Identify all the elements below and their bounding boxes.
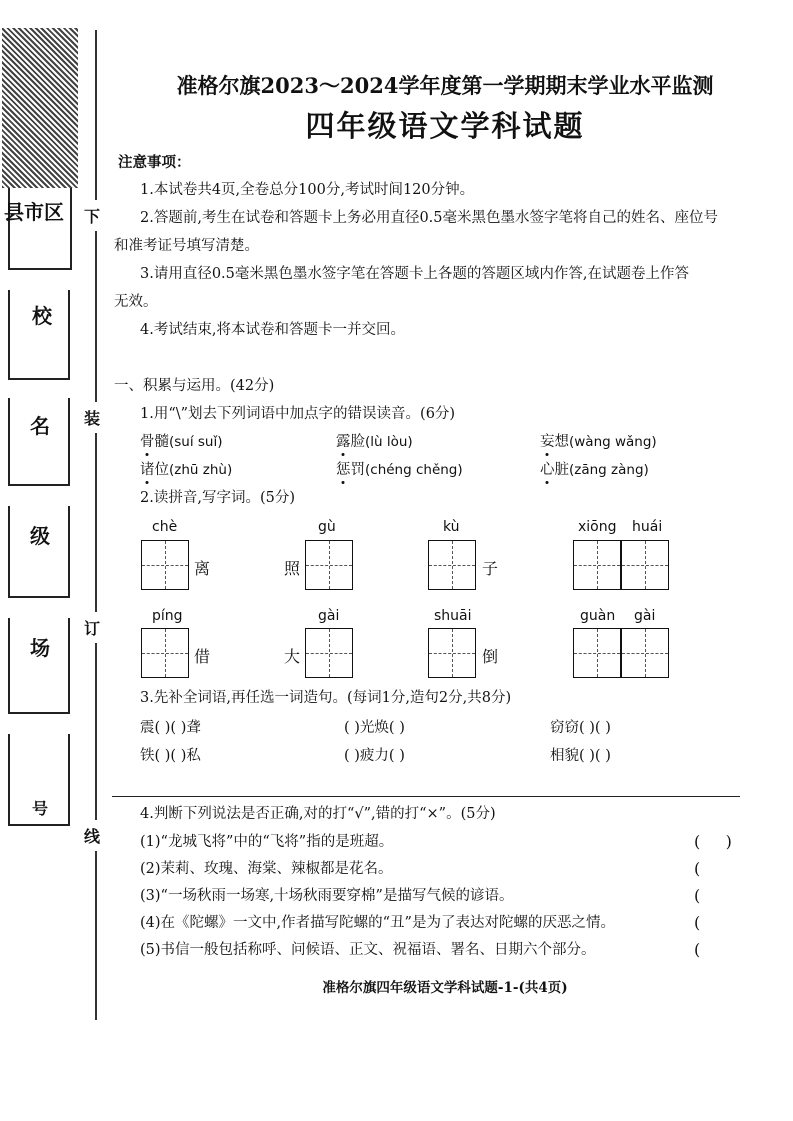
q2-r1-pinyin-3: kù — [443, 519, 460, 535]
q2-r2-grid-2[interactable] — [305, 628, 353, 678]
exam-title: 准格尔旗2023～2024学年度第一学期期末学业水平监测 — [176, 73, 714, 98]
binding-label-school: 校 — [32, 304, 52, 328]
q2-r2-pinyin-1: píng — [152, 608, 183, 624]
q2-r2-grid-3[interactable] — [428, 628, 476, 678]
q1-item-5: 惩罚(chéng chěng) — [336, 460, 463, 481]
notice-heading: 注意事项： — [118, 154, 191, 171]
bind-mark-ding: 订 — [84, 612, 100, 643]
q4-answer-box-1[interactable]: ( ) — [694, 832, 732, 851]
q4-item-3: (3)“一场秋雨一场寒,十场秋雨要穿棉”是描写气候的谚语。 — [140, 888, 514, 904]
bind-mark-below: 下 — [84, 200, 100, 231]
q2-r2-pinyin-3: shuāi — [434, 608, 472, 624]
q2-prompt: 2.读拼音,写字词。(5分) — [140, 490, 295, 506]
notice-item-3: 3.请用直径0.5毫米黑色墨水签字笔在答题卡上各题的答题区域内作答,在试题卷上作答 — [140, 266, 690, 282]
q3-r1-word-3: 窃窃( )( ) — [550, 720, 611, 736]
q2-r1-pinyin-4a: xiōng — [578, 519, 617, 535]
q3-r1-word-2: ( )光焕( ) — [344, 720, 405, 736]
q4-answer-box-2[interactable]: ( — [694, 859, 701, 878]
q3-r1-word-1: 震( )( )聋 — [140, 720, 201, 736]
section1-heading: 一、积累与运用。(42分) — [114, 378, 275, 394]
section-divider — [112, 796, 740, 797]
q2-r1-pinyin-2: gù — [318, 519, 336, 535]
q4-item-2: (2)茉莉、玫瑰、海棠、辣椒都是花名。 — [140, 861, 393, 877]
q3-r2-word-3: 相貌( )( ) — [550, 748, 611, 764]
notice-item-2-cont: 和准考证号填写清楚。 — [114, 238, 259, 254]
q2-r1-after-3: 子 — [482, 559, 499, 578]
page-footer: 准格尔旗四年级语文学科试题-1-(共4页) — [322, 980, 568, 996]
q2-r2-before-2: 大 — [284, 647, 301, 666]
q2-r2-pinyin-2: gài — [318, 608, 340, 624]
q3-r2-word-1: 铁( )( )私 — [140, 748, 201, 764]
exam-subtitle: 四年级语文学科试题 — [305, 109, 585, 143]
binding-pattern — [2, 28, 78, 188]
q4-answer-box-4[interactable]: ( — [694, 913, 701, 932]
notice-item-4: 4.考试结束,将本试卷和答题卡一并交回。 — [140, 322, 405, 338]
q2-r2-grid-4a[interactable] — [573, 628, 621, 678]
notice-item-1: 1.本试卷共4页,全卷总分100分,考试时间120分钟。 — [140, 182, 475, 198]
bind-mark-xian: 线 — [84, 820, 100, 851]
q1-item-4: 诸位(zhū zhù) — [140, 460, 232, 481]
q3-prompt: 3.先补全词语,再任选一词造句。(每词1分,造句2分,共8分) — [140, 690, 512, 706]
q2-r2-after-3: 倒 — [482, 647, 499, 666]
q2-r1-grid-3[interactable] — [428, 540, 476, 590]
q1-item-3: 妄想(wàng wǎng) — [540, 432, 657, 453]
q4-item-1: (1)“龙城飞将”中的“飞将”指的是班超。 — [140, 834, 394, 850]
q4-prompt: 4.判断下列说法是否正确,对的打“√”,错的打“×”。(5分) — [140, 806, 496, 822]
q2-r2-grid-1[interactable] — [141, 628, 189, 678]
q1-item-2: 露脸(lù lòu) — [336, 432, 413, 453]
q3-r2-word-2: ( )疲力( ) — [344, 748, 405, 764]
q2-r1-after-1: 离 — [194, 559, 211, 578]
q1-prompt: 1.用“\”划去下列词语中加点字的错误读音。(6分) — [140, 406, 456, 422]
q1-item-6: 心脏(zāng zàng) — [540, 460, 649, 481]
binding-label-room: 场 — [30, 636, 50, 660]
q4-answer-box-3[interactable]: ( — [694, 886, 701, 905]
q2-r2-after-1: 借 — [194, 647, 211, 666]
q1-item-1: 骨髓(suí suǐ) — [140, 432, 223, 453]
q2-r2-grid-4b[interactable] — [621, 628, 669, 678]
q2-r1-grid-1[interactable] — [141, 540, 189, 590]
q2-r2-pinyin-4b: gài — [634, 608, 656, 624]
q2-r1-pinyin-1: chè — [152, 519, 178, 535]
q2-r1-grid-4b[interactable] — [621, 540, 669, 590]
binding-label-county: 县市区 — [4, 200, 64, 224]
q4-answer-box-5[interactable]: ( — [694, 940, 701, 959]
binding-label-name: 名 — [30, 414, 50, 438]
binding-label-number: 号 — [32, 799, 49, 818]
q2-r1-pinyin-4b: huái — [632, 519, 663, 535]
binding-line — [95, 30, 97, 1020]
q2-r1-grid-4a[interactable] — [573, 540, 621, 590]
q4-item-5: (5)书信一般包括称呼、问候语、正文、祝福语、署名、日期六个部分。 — [140, 942, 596, 958]
notice-item-3-cont: 无效。 — [114, 294, 158, 310]
binding-label-class: 级 — [30, 524, 50, 548]
bind-mark-zhuang: 装 — [84, 402, 100, 433]
q2-r1-before-2: 照 — [284, 559, 301, 578]
q4-item-4: (4)在《陀螺》一文中,作者描写陀螺的“丑”是为了表达对陀螺的厌恶之情。 — [140, 915, 615, 931]
q2-r2-pinyin-4a: guàn — [580, 608, 616, 624]
notice-item-2: 2.答题前,考生在试卷和答题卡上务必用直径0.5毫米黑色墨水签字笔将自己的姓名、座位号 — [140, 210, 718, 226]
q2-r1-grid-2[interactable] — [305, 540, 353, 590]
